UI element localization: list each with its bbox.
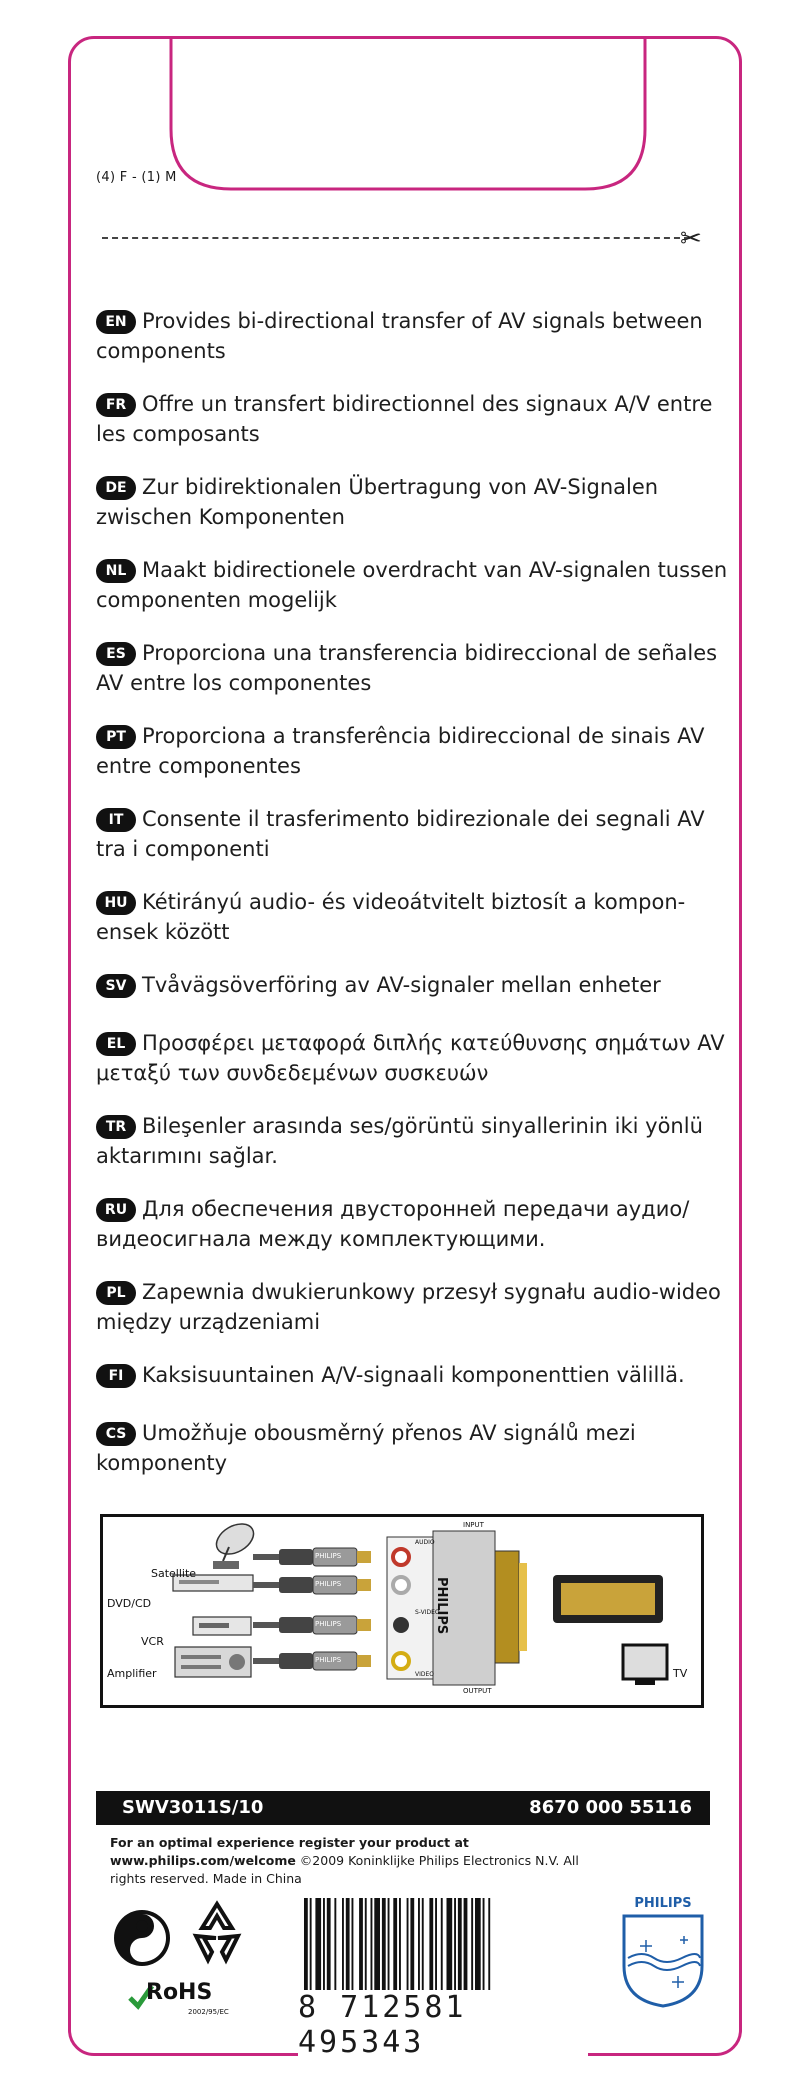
barcode-bar (483, 1898, 485, 1994)
device-label-amplifier: Amplifier (107, 1667, 157, 1680)
av-cables (253, 1557, 279, 1661)
lang-badge-ru: RU (96, 1198, 136, 1222)
barcode-bar (346, 1898, 350, 1994)
lang-item-ru (96, 1194, 736, 1254)
lang-text-sv: Tvåvägsöverföring av AV-signaler mellan enheter (142, 973, 661, 997)
rohs-text: RoHS (146, 1980, 213, 2005)
barcode-bar (310, 1898, 312, 1994)
barcode-bar (327, 1898, 331, 1994)
barcode-bar (441, 1898, 443, 1994)
adapter-input-label: INPUT (463, 1521, 484, 1529)
lang-badge-cs: CS (96, 1422, 136, 1446)
registration-text (110, 1834, 580, 1888)
barcode-number: 8 712581 495343 (298, 1990, 588, 2060)
device-label-vcr: VCR (141, 1635, 164, 1648)
adapter-output-label: OUTPUT (463, 1687, 492, 1695)
plug-brand-1: PHILIPS (315, 1552, 342, 1560)
barcode-bar (323, 1898, 325, 1994)
model-number: SWV3011S/10 (122, 1797, 264, 1818)
barcode-bar (399, 1898, 401, 1994)
barcode-bar (458, 1898, 462, 1994)
model-bar (96, 1791, 710, 1825)
plug-brand-4: PHILIPS (315, 1656, 342, 1664)
lang-badge-hu: HU (96, 891, 136, 915)
registration-bold: For an optimal experience register your product at www.philips.com/welcome (110, 1835, 469, 1868)
barcode-bar (382, 1898, 386, 1994)
lang-badge-sv: SV (96, 974, 136, 998)
compliance-icons (108, 1898, 278, 2032)
diagram-artwork (103, 1517, 701, 1705)
lang-item-it (96, 804, 736, 864)
lang-badge-nl: NL (96, 559, 136, 583)
barcode-bar (471, 1898, 473, 1994)
scart-adapter (387, 1531, 527, 1685)
lang-badge-fi: FI (96, 1364, 136, 1388)
registration-copyright: ©2009 Koninklijke Philips Electronics N.V. All rights reserved. Made in China (110, 1853, 579, 1886)
lang-item-en (96, 306, 736, 366)
lang-item-fr (96, 389, 736, 449)
barcode-bar (374, 1898, 380, 1994)
barcode-bar (464, 1898, 468, 1994)
lang-text-el: Προσφέρει μεταφορά διπλής κατεύθυνσης σημάτων AV μεταξύ των συνδεδεμένων συσκευών (96, 1031, 725, 1085)
lang-badge-el: EL (96, 1032, 136, 1056)
lang-text-fr: Offre un transfert bidirectionnel des signaux A/V entre les composants (96, 392, 713, 446)
lang-badge-es: ES (96, 642, 136, 666)
barcode-bar (388, 1898, 390, 1994)
tv-icon (623, 1645, 667, 1685)
connection-diagram (100, 1514, 704, 1708)
barcode-bar (454, 1898, 456, 1994)
barcode-bar (334, 1898, 336, 1994)
lang-text-it: Consente il trasferimento bidirezionale dei segnali AV tra i componenti (96, 807, 705, 861)
philips-brand-text: PHILIPS (634, 1896, 692, 1911)
lang-item-fi (96, 1360, 736, 1390)
lang-text-hu: Kétirányú audio- és videoátvitelt biztosít a kompon-ensek között (96, 890, 686, 944)
device-label-dvd: DVD/CD (107, 1597, 152, 1610)
lang-item-hu (96, 887, 736, 947)
lang-text-pt: Proporciona a transferência bidireccional de sinais AV entre componentes (96, 724, 705, 778)
lang-text-en: Provides bi-directional transfer of AV signals between components (96, 309, 703, 363)
lang-text-cs: Umožňuje obousměrný přenos AV signálů mezi komponenty (96, 1421, 636, 1475)
lang-text-tr: Bileşenler arasında ses/görüntü sinyallerinin iki yönlü aktarımını sağlar. (96, 1114, 703, 1168)
lang-badge-de: DE (96, 476, 136, 500)
barcode-bar (435, 1898, 437, 1994)
scart-socket-icon (553, 1575, 663, 1623)
scissors-icon: ✂ (680, 224, 702, 254)
rohs-logo (128, 1978, 238, 2018)
barcode-bar (475, 1898, 481, 1994)
satellite-dish-icon (211, 1518, 259, 1569)
lang-item-tr (96, 1111, 736, 1171)
lang-badge-it: IT (96, 808, 136, 832)
plug-brand-3: PHILIPS (315, 1620, 342, 1628)
lang-text-pl: Zapewnia dwukierunkowy przesył sygnału audio-wideo między urządzeniami (96, 1280, 721, 1334)
barcode-bar (422, 1898, 424, 1994)
lang-item-el (96, 1028, 736, 1088)
philips-shield-logo (620, 1896, 706, 2012)
lang-text-es: Proporciona una transferencia bidireccional de señales AV entre los componentes (96, 641, 718, 695)
lang-item-es (96, 638, 736, 698)
device-label-satellite: Satellite (151, 1567, 197, 1580)
barcode-bar (365, 1898, 367, 1994)
lang-item-cs (96, 1418, 736, 1478)
barcode-bar (393, 1898, 397, 1994)
lang-item-nl (96, 555, 736, 615)
barcode-bar (342, 1898, 344, 1994)
lang-text-ru: Для обеспечения двусторонней передачи аудио/видеосигнала между комплектующими. (96, 1197, 690, 1251)
lang-item-pl (96, 1277, 736, 1337)
lang-item-de (96, 472, 736, 532)
lang-text-fi: Kaksisuuntainen A/V-signaali komponenttien välillä. (142, 1363, 685, 1387)
barcode-bar (407, 1898, 409, 1994)
product-code: 8670 000 55116 (529, 1797, 692, 1818)
barcode-bar (352, 1898, 354, 1994)
philips-shield-icon (620, 1896, 706, 2008)
barcode-bar (429, 1898, 433, 1994)
plug-brand-2: PHILIPS (315, 1580, 342, 1588)
lang-item-pt (96, 721, 736, 781)
barcode-bar (418, 1898, 420, 1994)
recycle-icon (182, 1898, 252, 1968)
lang-badge-fr: FR (96, 393, 136, 417)
barcode-bar (359, 1898, 363, 1994)
barcode-bar (447, 1898, 453, 1994)
barcode-bar (304, 1898, 308, 1994)
lang-item-sv (96, 970, 736, 1000)
adapter-audio-label: AUDIO (415, 1539, 435, 1546)
adapter-brand: PHILIPS (434, 1577, 449, 1635)
barcode-bar (488, 1898, 490, 1994)
lang-text-de: Zur bidirektionalen Übertragung von AV-Signalen zwischen Komponenten (96, 475, 659, 529)
lang-badge-tr: TR (96, 1115, 136, 1139)
lang-badge-pt: PT (96, 725, 136, 749)
cut-line (102, 237, 690, 247)
lang-badge-pl: PL (96, 1281, 136, 1305)
adapter-svideo-label: S-VIDEO (415, 1609, 440, 1616)
device-label-tv: TV (673, 1667, 688, 1680)
vcr-icon (193, 1617, 251, 1635)
production-code: (4) F - (1) M (96, 170, 177, 185)
barcode-bar (315, 1898, 321, 1994)
adapter-video-label: VIDEO (415, 1671, 435, 1678)
lang-badge-en: EN (96, 310, 136, 334)
barcode-bar (410, 1898, 414, 1994)
lang-text-nl: Maakt bidirectionele overdracht van AV-signalen tussen componenten mogelijk (96, 558, 728, 612)
barcode-bar (371, 1898, 373, 1994)
rohs-subtext: 2002/95/EC (188, 2008, 229, 2016)
amplifier-icon (175, 1647, 251, 1677)
